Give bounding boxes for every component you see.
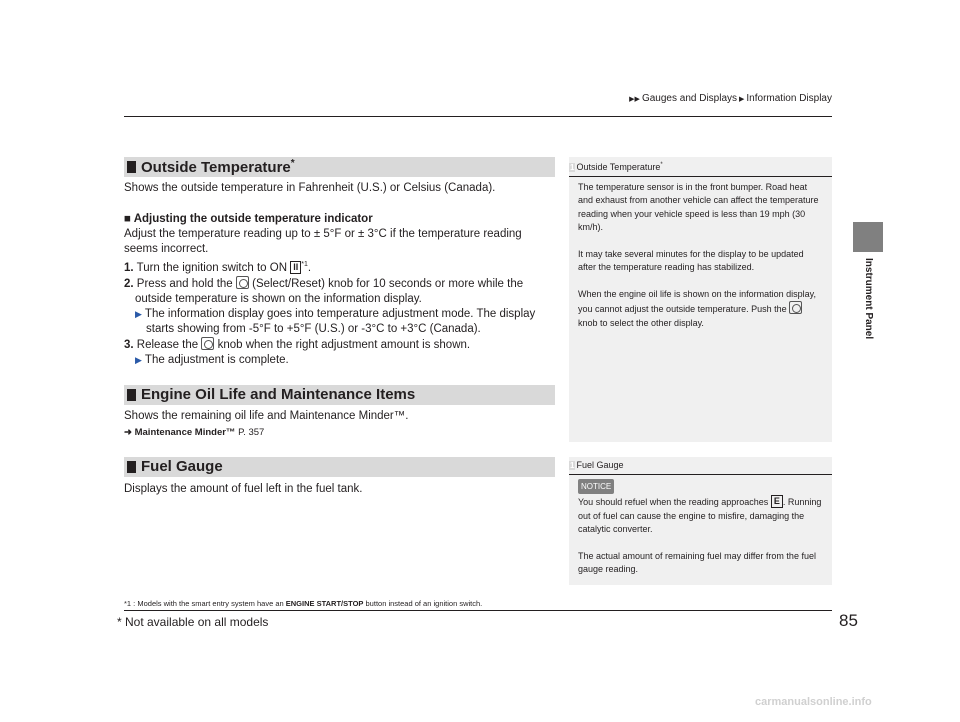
fuel-empty-key: E	[771, 495, 783, 508]
header-rule	[124, 116, 832, 117]
chapter-tab[interactable]	[853, 222, 883, 252]
notice-badge: NOTICE	[578, 479, 614, 495]
step-2: 2. Press and hold the (Select/Reset) knob for 10 seconds or more while the	[124, 277, 524, 290]
footnote: *1 : Models with the smart entry system have an ENGINE START/STOP button instead of an ignition switch.	[124, 599, 483, 608]
section-marker-icon	[127, 389, 136, 401]
breadcrumb-arrow-icon: ▶▶	[629, 96, 640, 103]
select-reset-knob-icon	[236, 276, 249, 289]
chapter-label: Instrument Panel	[863, 258, 874, 340]
step-1: 1. Turn the ignition switch to ON II $^{*1}$.	[124, 261, 312, 274]
section-heading-outside-temperature: Outside Temperature*	[124, 157, 555, 177]
sidebar-outside-temperature: 1 Outside Temperature* The temperature sensor is in the front bumper. Road heat and exhaust from another vehicle can affect the temperature reading when your vehicle speed is less than 19 mph (30 km/h). It may take several minutes for the display to be updated after the temperature reading has stabilized. When the engine oil life is shown on the information display, you cannot adjust the outside temperature. Push the knob to select the other display.	[569, 157, 832, 442]
fuel-gauge-text: Displays the amount of fuel left in the fuel tank.	[124, 483, 363, 495]
page-number: 85	[839, 611, 858, 630]
section-marker-icon	[127, 161, 136, 173]
subsection-heading: Adjusting the outside temperature indicator	[133, 213, 373, 225]
outside-temp-intro: Shows the outside temperature in Fahrenheit (U.S.) or Celsius (Canada).	[124, 182, 496, 194]
section-heading-fuel-gauge: Fuel Gauge	[124, 457, 555, 477]
engine-oil-text: Shows the remaining oil life and Maintenance Minder™.	[124, 410, 409, 422]
section-heading-engine-oil: Engine Oil Life and Maintenance Items	[124, 385, 555, 405]
breadcrumb-arrow-icon: ▶	[739, 96, 745, 103]
result-arrow-icon: ▶	[135, 308, 142, 319]
section-marker-icon	[127, 461, 136, 473]
maintenance-minder-link[interactable]: ➜ Maintenance Minder™ P. 357	[124, 427, 265, 438]
select-reset-knob-icon	[789, 301, 802, 314]
subsection-marker-icon: ■	[124, 213, 134, 225]
breadcrumb-page[interactable]: Information Display	[746, 93, 832, 104]
select-reset-knob-icon	[201, 337, 214, 350]
sidebar-fuel-gauge: 1 Fuel Gauge NOTICE You should refuel when the reading approaches E . Running out of fuel can cause the engine to misfire, damaging the catalytic converter. The actual amount of remaining fuel may differ from the fuel gauge reading.	[569, 457, 832, 585]
availability-note: * Not available on all models	[117, 615, 269, 629]
watermark: carmanualsonline.info	[755, 696, 872, 708]
breadcrumb-section[interactable]: Gauges and Displays	[641, 93, 738, 104]
adjusting-instructions: ■ Adjusting the outside temperature indicator Adjust the temperature reading up to ± 5°F or ± 3°C if the temperature reading seems incorrect. 1. Turn the ignition switch to ON II $^{*1}$. 2. Press and hold the (Select/Reset) knob for 10 seconds or more while the outside temperature is shown on the information display. ▶ The information display goes into temperature adjustment mode. The display starts showing from -5°F to +5°F (U.S.) or -3°C to +3°C (Canada). 3. Release the knob when the right adjustment amount is shown. ▶ The adjustment is complete.	[124, 212, 554, 368]
step-3: 3. Release the knob when the right adjustment amount is shown.	[124, 338, 471, 351]
ignition-on-key: II	[290, 261, 301, 274]
link-arrow-icon: ➜	[124, 427, 135, 438]
result-arrow-icon: ▶	[135, 354, 142, 365]
footer-rule	[124, 610, 832, 611]
breadcrumb	[627, 93, 832, 104]
